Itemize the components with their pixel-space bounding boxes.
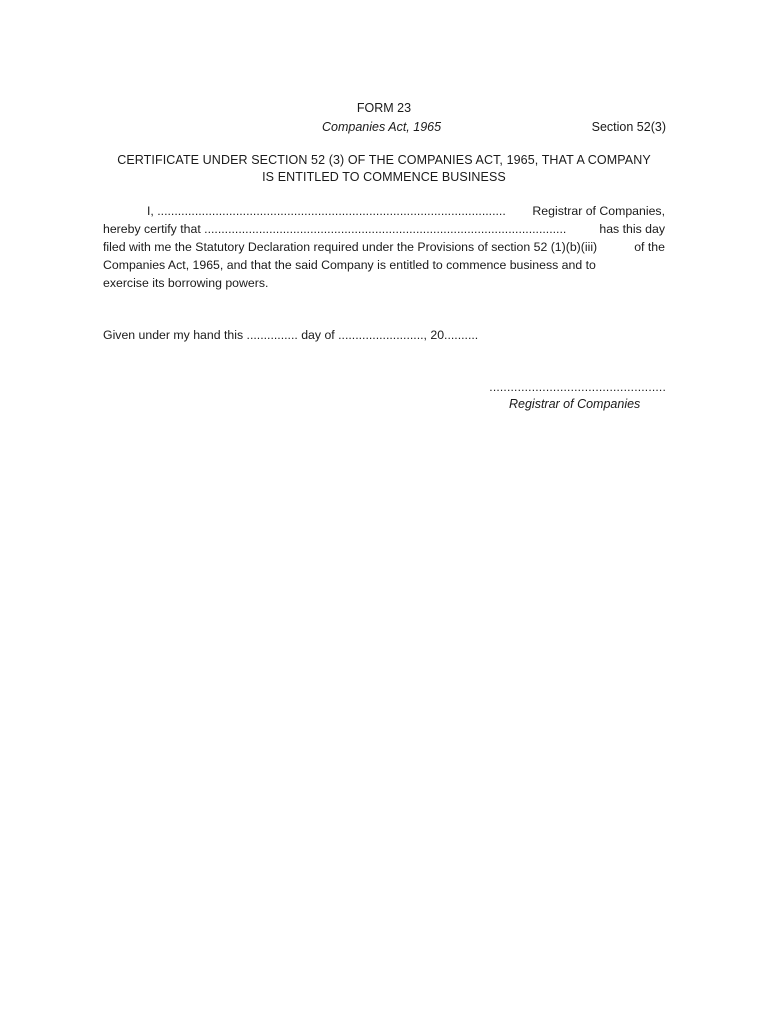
body-line-2-end: has this day <box>599 222 665 236</box>
heading-line-2: IS ENTITLED TO COMMENCE BUSINESS <box>262 170 506 184</box>
act-reference: Companies Act, 1965 <box>322 120 442 134</box>
given-under-hand-line: Given under my hand this ............... day of ........................., 20.......... <box>103 328 479 342</box>
body-line-1 <box>103 202 665 220</box>
certificate-heading <box>103 152 665 186</box>
body-line-2 <box>103 220 665 238</box>
section-reference: Section 52(3) <box>591 120 666 134</box>
company-name-blank: hereby certify that .......................................................................................................... <box>103 222 567 236</box>
body-line-3-start: filed with me the Statutory Declaration required under the Provisions of section 52 (1)(b)(iii) <box>103 240 598 254</box>
body-line-3-end: of the <box>634 240 665 254</box>
signature-line: .................................................. <box>489 380 666 394</box>
body-line-3 <box>103 238 665 256</box>
body-line-1-end: Registrar of Companies, <box>532 204 665 218</box>
form-number: FORM 23 <box>356 101 412 115</box>
registrar-name-blank: I, ...................................................................................................... <box>147 204 506 218</box>
signature-title: Registrar of Companies <box>509 397 641 411</box>
body-line-4: Companies Act, 1965, and that the said Company is entitled to commence business and to <box>103 258 596 272</box>
certificate-body <box>103 202 665 292</box>
heading-line-1: CERTIFICATE UNDER SECTION 52 (3) OF THE COMPANIES ACT, 1965, THAT A COMPANY <box>117 153 651 167</box>
body-line-5: exercise its borrowing powers. <box>103 276 269 290</box>
